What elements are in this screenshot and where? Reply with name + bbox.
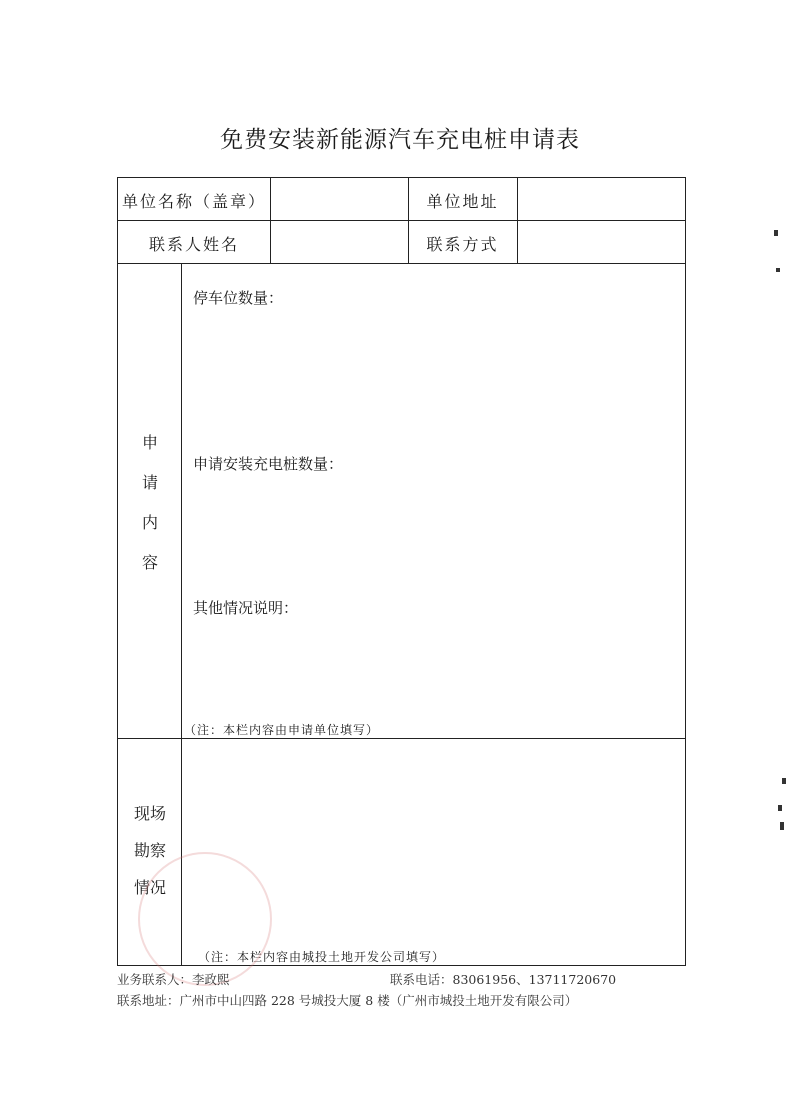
survey-section-label: 现场 勘察 情况 <box>133 804 166 897</box>
scan-mark <box>778 805 782 811</box>
contact-method-label: 联系方式 <box>426 235 499 254</box>
scan-mark <box>776 268 780 272</box>
unit-name-label: 单位名称（盖章） <box>121 192 266 211</box>
form-title: 免费安装新能源汽车充电桩申请表 <box>220 127 580 153</box>
application-form <box>117 177 686 966</box>
faint-stamp-mark <box>138 852 272 986</box>
contact-address: 联系地址：广州市中山四路 228 号城投大厦 8 楼（广州市城投土地开发有限公司） <box>117 993 578 1008</box>
contact-name-label: 联系人姓名 <box>148 235 239 254</box>
applicant-note: （注：本栏内容由申请单位填写） <box>184 723 380 737</box>
parking-spaces-label: 停车位数量： <box>193 289 284 307</box>
unit-address-field[interactable] <box>518 179 685 220</box>
contact-method-field[interactable] <box>518 221 685 263</box>
scan-mark <box>782 778 786 784</box>
application-section-label: 申 请 内 容 <box>141 433 158 572</box>
scan-mark <box>780 822 784 830</box>
other-notes-label: 其他情况说明： <box>193 599 299 617</box>
unit-address-label: 单位地址 <box>426 192 499 211</box>
contact-name-field[interactable] <box>271 221 408 263</box>
row-divider <box>118 263 685 264</box>
chargers-requested-label: 申请安装充电桩数量： <box>193 455 344 473</box>
row-divider <box>118 738 685 739</box>
unit-name-field[interactable] <box>271 179 408 220</box>
contact-phone: 联系电话：83061956、13711720670 <box>390 972 617 987</box>
business-contact: 业务联系人：李政熙 <box>117 972 230 987</box>
scan-mark <box>774 230 778 236</box>
survey-note: （注：本栏内容由城投土地开发公司填写） <box>198 950 446 964</box>
